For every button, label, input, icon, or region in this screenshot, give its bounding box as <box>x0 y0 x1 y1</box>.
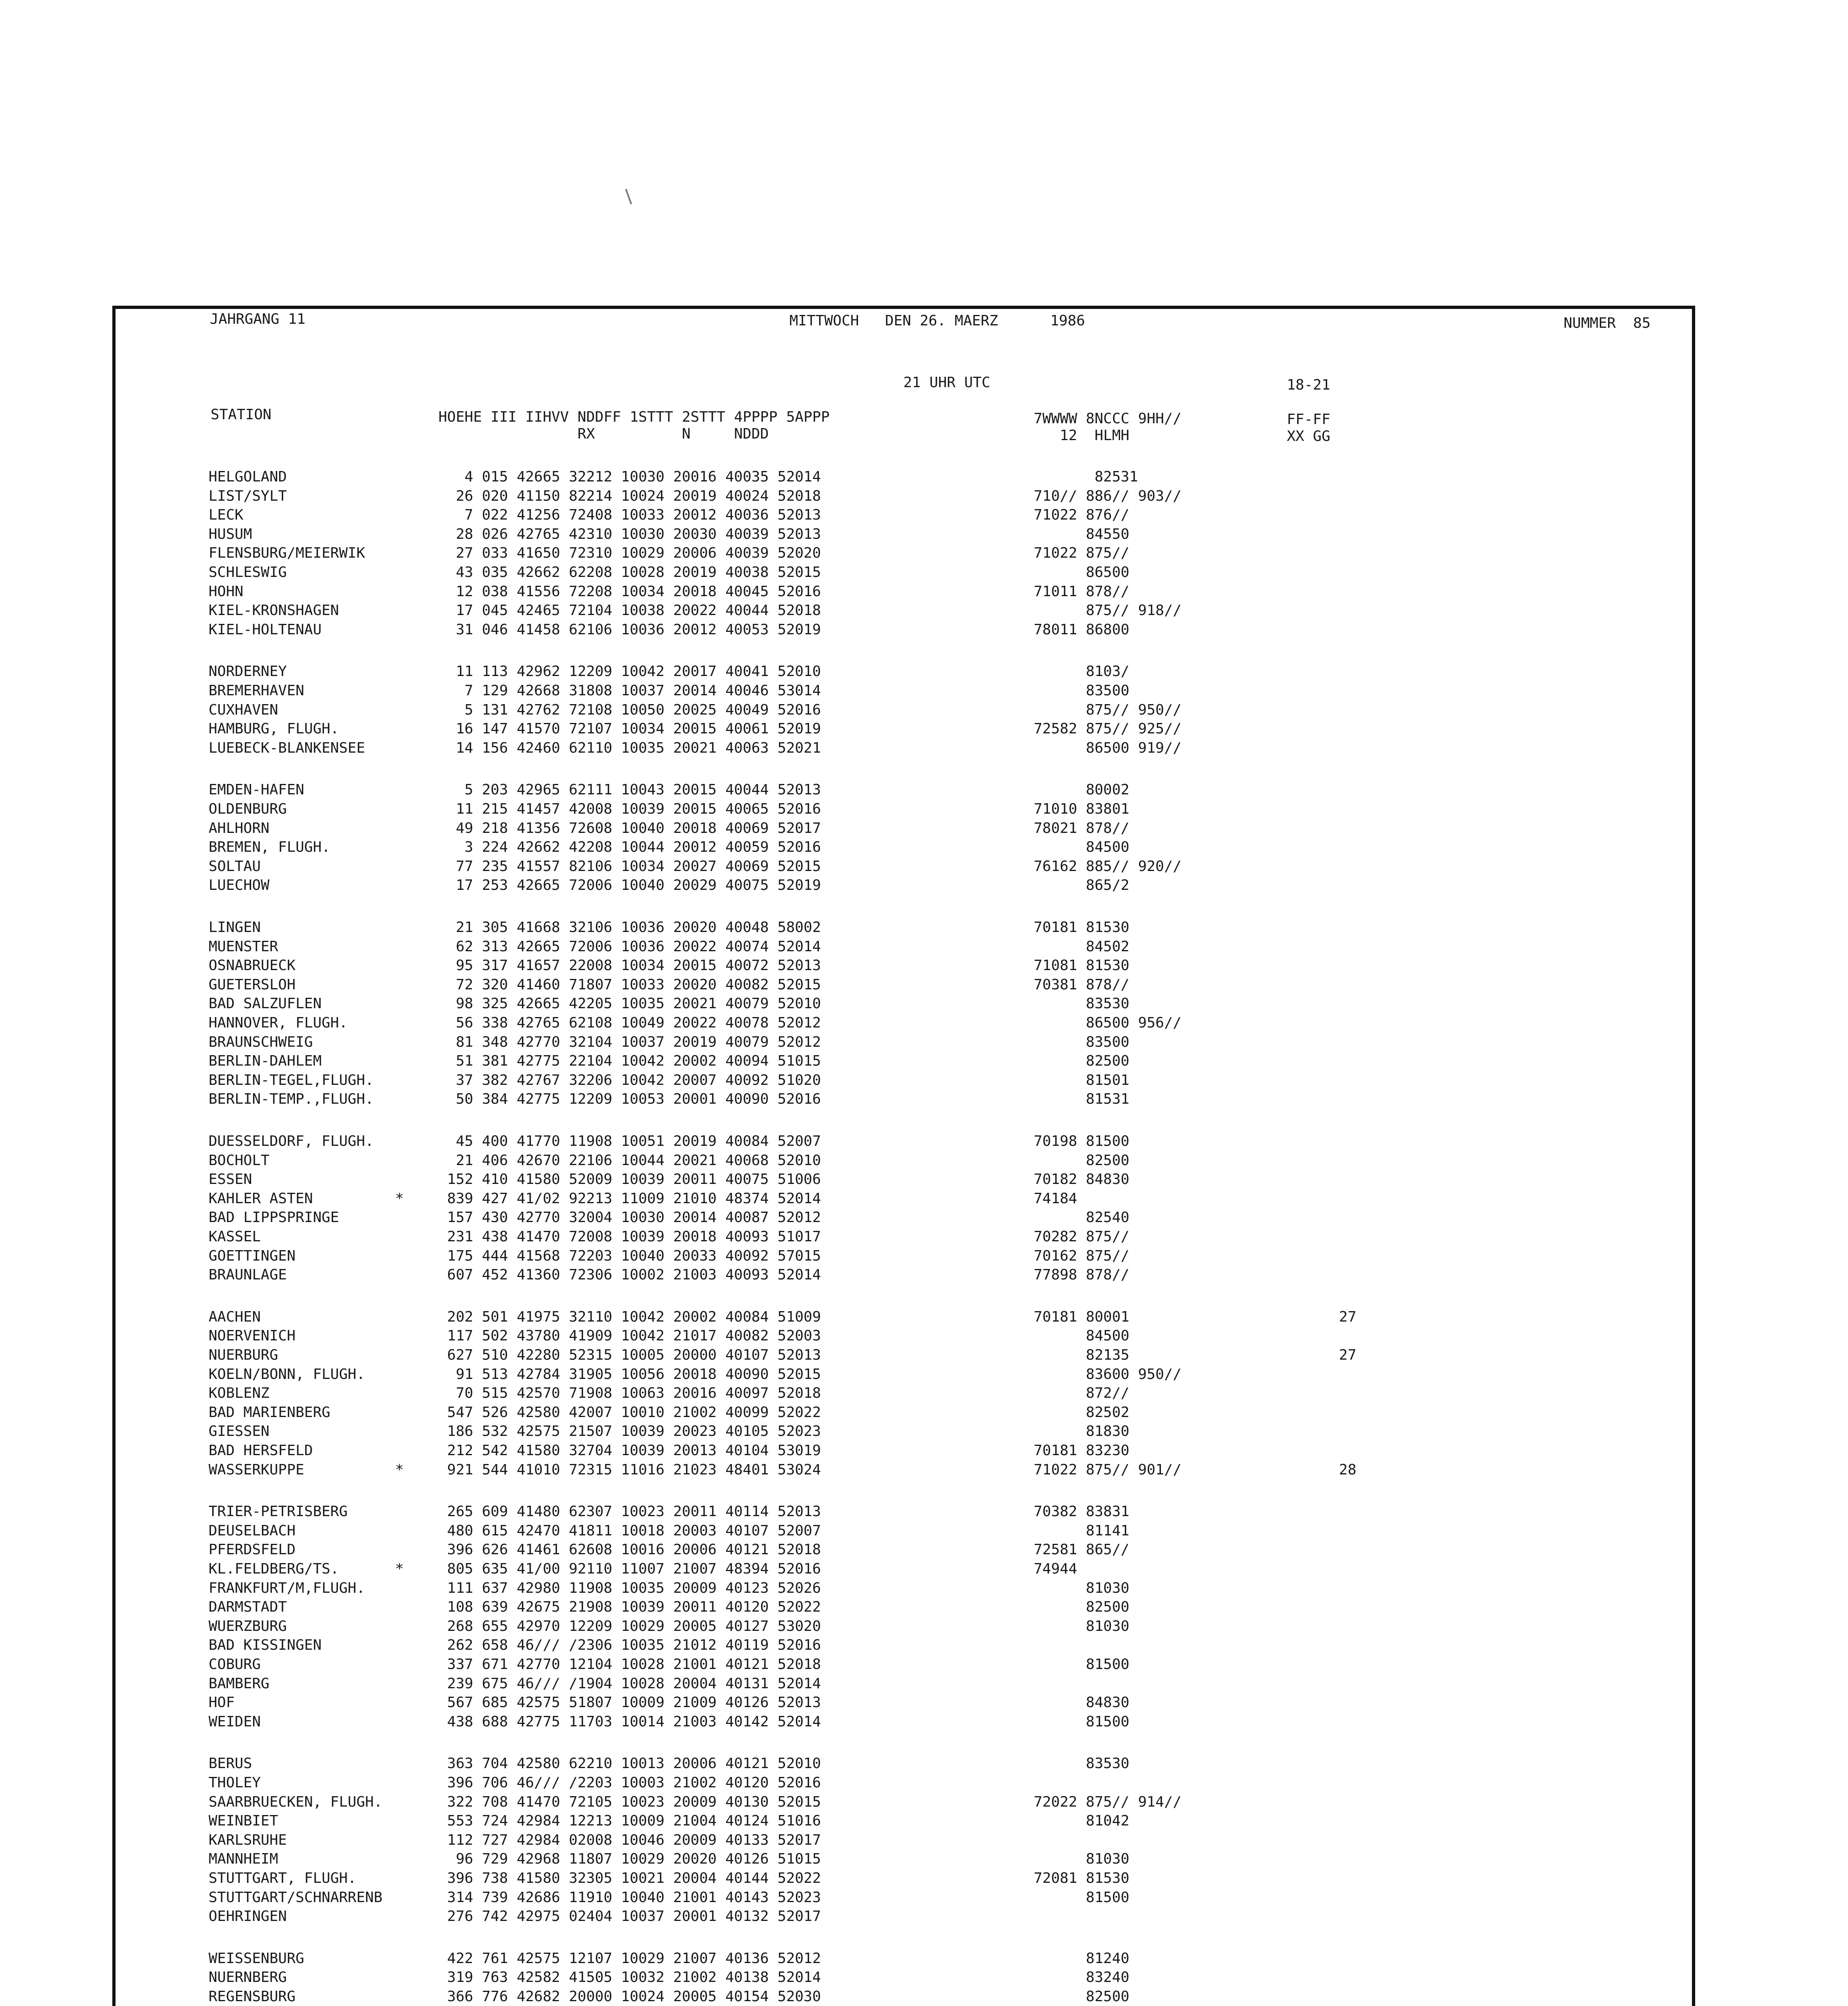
station-name: WASSERKUPPE <box>209 1462 304 1478</box>
station-name: OLDENBURG <box>209 801 287 817</box>
station-name: KAHLER ASTEN <box>209 1190 313 1207</box>
observation-time: 21 UHR UTC <box>903 374 990 391</box>
weather-values: 81500 <box>1034 1889 1130 1906</box>
station-name: OEHRINGEN <box>209 1908 287 1925</box>
weather-values: 71081 81530 <box>1034 957 1130 974</box>
synop-values: 262 658 46/// /2306 10035 21012 40119 52016 <box>438 1637 821 1653</box>
synop-values: 567 685 42575 51807 10009 21009 40126 52013 <box>438 1694 821 1711</box>
synop-values: 265 609 41480 62307 10023 20011 40114 52013 <box>438 1503 821 1520</box>
station-name: HOF <box>209 1694 235 1711</box>
station-row <box>116 1308 1692 1327</box>
station-row <box>116 1617 1692 1636</box>
synop-values: 45 400 41770 11908 10051 20019 40084 52007 <box>438 1133 821 1149</box>
station-name: BERLIN-TEGEL,FLUGH. <box>209 1072 374 1088</box>
weather-values: 875// 950// <box>1034 702 1182 718</box>
weather-values: 83500 <box>1034 1034 1130 1050</box>
station-row <box>116 1598 1692 1617</box>
weather-column-header: 7WWWW 8NCCC 9HH// <box>1034 410 1182 427</box>
synop-column-header: HOEHE III IIHVV NDDFF 1STTT 2STTT 4PPPP 5APPP <box>438 409 830 425</box>
weather-values: 83530 <box>1034 1755 1130 1772</box>
station-row <box>116 1013 1692 1033</box>
weather-values: 70162 875// <box>1034 1248 1130 1264</box>
issue-number: NUMMER 85 <box>1564 315 1651 331</box>
weather-values: 81030 <box>1034 1618 1130 1634</box>
station-row <box>116 1579 1692 1598</box>
station-row <box>116 662 1692 681</box>
weather-values: 72582 875// 925// <box>1034 721 1182 737</box>
weather-values: 81030 <box>1034 1580 1130 1596</box>
weather-values: 82135 <box>1034 1347 1130 1363</box>
weather-values: 865/2 <box>1034 877 1130 893</box>
weather-values: 70181 83230 <box>1034 1442 1130 1459</box>
station-name: AHLHORN <box>209 820 270 837</box>
weather-values: 74944 <box>1034 1561 1077 1577</box>
station-row <box>116 975 1692 995</box>
station-name: KIEL-KRONSHAGEN <box>209 602 339 619</box>
station-name: KIEL-HOLTENAU <box>209 621 322 638</box>
synop-values: 117 502 43780 41909 10042 21017 40082 52003 <box>438 1328 821 1344</box>
synop-values: 7 022 41256 72408 10033 20012 40036 52013 <box>438 507 821 523</box>
station-name: CUXHAVEN <box>209 702 278 718</box>
station-row <box>116 525 1692 544</box>
weather-values: 70382 83831 <box>1034 1503 1130 1520</box>
synop-values: 152 410 41580 52009 10039 20011 40075 51006 <box>438 1171 821 1188</box>
station-name: ESSEN <box>209 1171 252 1188</box>
station-row <box>116 1384 1692 1403</box>
weather-column-subheader: 12 HLMH <box>1034 427 1130 444</box>
weather-values: 84830 <box>1034 1694 1130 1711</box>
station-name: HUSUM <box>209 526 252 542</box>
station-name: LINGEN <box>209 919 261 936</box>
station-name: MANNHEIM <box>209 1851 278 1867</box>
wind-values: 27 <box>1287 1309 1357 1325</box>
station-name: BAD KISSINGEN <box>209 1637 322 1653</box>
synop-values: 5 131 42762 72108 10050 20025 40049 52016 <box>438 702 821 718</box>
synop-values: 7 129 42668 31808 10037 20014 40046 53014 <box>438 682 821 699</box>
synop-values: 56 338 42765 62108 10049 20022 40078 52012 <box>438 1015 821 1031</box>
synop-values: 98 325 42665 42205 10035 20021 40079 52010 <box>438 995 821 1012</box>
wind-column-header: FF-FF <box>1287 411 1331 428</box>
station-name: SOLTAU <box>209 858 261 875</box>
synop-values: 438 688 42775 11703 10014 21003 40142 52014 <box>438 1714 821 1730</box>
station-name: KOELN/BONN, FLUGH. <box>209 1366 365 1383</box>
weather-values: 84500 <box>1034 839 1130 855</box>
synop-values: 276 742 42975 02404 10037 20001 40132 52017 <box>438 1908 821 1925</box>
station-name: BERLIN-TEMP.,FLUGH. <box>209 1091 374 1107</box>
station-name: BAD LIPPSPRINGE <box>209 1209 339 1226</box>
station-row <box>116 544 1692 563</box>
synop-values: 43 035 42662 62208 10028 20019 40038 52015 <box>438 564 821 581</box>
station-name: BOCHOLT <box>209 1152 270 1169</box>
weather-values: 78011 86800 <box>1034 621 1130 638</box>
weather-values: 82540 <box>1034 1209 1130 1226</box>
synop-values: 239 675 46/// /1904 10028 20004 40131 52014 <box>438 1675 821 1692</box>
station-name: DUESSELDORF, FLUGH. <box>209 1133 374 1149</box>
station-row <box>116 1949 1692 1968</box>
station-name: WEIDEN <box>209 1714 261 1730</box>
station-name: NORDERNEY <box>209 663 287 680</box>
station-row <box>116 1811 1692 1831</box>
station-name: WEINBIET <box>209 1813 278 1829</box>
weather-values: 84500 <box>1034 1328 1130 1344</box>
station-row <box>116 800 1692 819</box>
station-row <box>116 1869 1692 1888</box>
weather-values: 71022 875// 901// <box>1034 1462 1182 1478</box>
weather-values: 83600 950// <box>1034 1366 1182 1383</box>
synop-values: 37 382 42767 32206 10042 20007 40092 51020 <box>438 1072 821 1088</box>
station-row <box>116 1502 1692 1521</box>
station-row <box>116 1365 1692 1384</box>
station-row <box>116 1968 1692 1987</box>
synop-values: 3 224 42662 42208 10044 20012 40059 52016 <box>438 839 821 855</box>
weather-values: 76162 885// 920// <box>1034 858 1182 875</box>
station-row <box>116 1754 1692 1773</box>
synop-values: 186 532 42575 21507 10039 20023 40105 52023 <box>438 1423 821 1440</box>
station-row <box>116 956 1692 975</box>
synop-values: 202 501 41975 32110 10042 20002 40084 51009 <box>438 1309 821 1325</box>
synop-values: 51 381 42775 22104 10042 20002 40094 51015 <box>438 1053 821 1069</box>
synop-values: 396 738 41580 32305 10021 20004 40144 52022 <box>438 1870 821 1886</box>
weather-values: 71022 875// <box>1034 545 1130 561</box>
synop-values: 480 615 42470 41811 10018 20003 40107 52007 <box>438 1523 821 1539</box>
weather-values: 81141 <box>1034 1523 1130 1539</box>
synop-values: 553 724 42984 12213 10009 21004 40124 51016 <box>438 1813 821 1829</box>
station-row <box>116 1422 1692 1441</box>
station-row <box>116 563 1692 582</box>
synop-values: 607 452 41360 72306 10002 21003 40093 52014 <box>438 1267 821 1283</box>
station-row <box>116 1712 1692 1732</box>
synop-values: 50 384 42775 12209 10053 20001 40090 52016 <box>438 1091 821 1107</box>
station-row <box>116 1793 1692 1812</box>
synop-values: 322 708 41470 72105 10023 20009 40130 52015 <box>438 1794 821 1810</box>
mountain-marker: * <box>395 1561 404 1577</box>
synop-values: 4 015 42665 32212 10030 20016 40035 52014 <box>438 469 821 485</box>
weather-values: 86500 919// <box>1034 740 1182 756</box>
station-name: MUENSTER <box>209 938 278 955</box>
station-row <box>116 1170 1692 1189</box>
station-name: LECK <box>209 507 243 523</box>
synop-values: 366 776 42682 20000 10024 20005 40154 52030 <box>438 1988 821 2005</box>
station-name: WUERZBURG <box>209 1618 287 1634</box>
station-row <box>116 1189 1692 1208</box>
synop-values: 921 544 41010 72315 11016 21023 48401 53024 <box>438 1462 821 1478</box>
weather-values: 82531 <box>1034 469 1138 485</box>
station-row <box>116 819 1692 838</box>
weather-values: 875// 918// <box>1034 602 1182 619</box>
station-row <box>116 1693 1692 1712</box>
synop-values: 422 761 42575 12107 10029 21007 40136 52012 <box>438 1950 821 1967</box>
weather-values: 81500 <box>1034 1714 1130 1730</box>
station-name: LUECHOW <box>209 877 270 893</box>
mountain-marker: * <box>395 1190 404 1207</box>
bulletin-table-frame <box>112 306 1695 2006</box>
weather-values: 82500 <box>1034 1152 1130 1169</box>
station-row <box>116 918 1692 937</box>
station-name: DARMSTADT <box>209 1599 287 1615</box>
station-row <box>116 937 1692 956</box>
station-name: BRAUNSCHWEIG <box>209 1034 313 1050</box>
weather-values: 72022 875// 914// <box>1034 1794 1182 1810</box>
station-row <box>116 857 1692 876</box>
station-name: HAMBURG, FLUGH. <box>209 721 339 737</box>
station-row <box>116 1208 1692 1227</box>
synop-values: 627 510 42280 52315 10005 20000 40107 52013 <box>438 1347 821 1363</box>
synop-values: 175 444 41568 72203 10040 20033 40092 57015 <box>438 1248 821 1264</box>
weather-values: 81830 <box>1034 1423 1130 1440</box>
weather-values: 72081 81530 <box>1034 1870 1130 1886</box>
station-row <box>116 1090 1692 1109</box>
weather-values: 86500 <box>1034 564 1130 581</box>
station-row <box>116 582 1692 601</box>
synop-values: 314 739 42686 11910 10040 21001 40143 52023 <box>438 1889 821 1906</box>
synop-values: 95 317 41657 22008 10034 20015 40072 52013 <box>438 957 821 974</box>
station-name: GIESSEN <box>209 1423 270 1440</box>
synop-values: 268 655 42970 12209 10029 20005 40127 53020 <box>438 1618 821 1634</box>
synop-values: 31 046 41458 62106 10036 20012 40053 52019 <box>438 621 821 638</box>
station-name: DEUSELBACH <box>209 1523 296 1539</box>
station-name: LUEBECK-BLANKENSEE <box>209 740 365 756</box>
weather-values: 83500 <box>1034 682 1130 699</box>
station-name: HOHN <box>209 583 243 600</box>
weather-values: 70282 875// <box>1034 1228 1130 1245</box>
synop-values: 363 704 42580 62210 10013 20006 40121 52010 <box>438 1755 821 1772</box>
volume-label: JAHRGANG 11 <box>210 311 306 327</box>
station-row <box>116 1888 1692 1907</box>
synop-values: 62 313 42665 72006 10036 20022 40074 52014 <box>438 938 821 955</box>
synop-values: 96 729 42968 11807 10029 20020 40126 51015 <box>438 1851 821 1867</box>
synop-column-subheader: RX N NDDD <box>438 426 769 442</box>
synop-values: 319 763 42582 41505 10032 21002 40138 52014 <box>438 1969 821 1986</box>
station-name: BERUS <box>209 1755 252 1772</box>
station-name: WEISSENBURG <box>209 1950 304 1967</box>
weather-values: 81531 <box>1034 1091 1130 1107</box>
station-name: BAD HERSFELD <box>209 1442 313 1459</box>
weather-values: 70181 80001 <box>1034 1309 1130 1325</box>
station-row <box>116 1151 1692 1170</box>
station-name: FRANKFURT/M,FLUGH. <box>209 1580 365 1596</box>
station-name: KARLSRUHE <box>209 1832 287 1848</box>
station-name: STUTTGART, FLUGH. <box>209 1870 357 1886</box>
station-row <box>116 1132 1692 1151</box>
mountain-marker: * <box>395 1462 404 1478</box>
station-name: LIST/SYLT <box>209 488 287 504</box>
station-row <box>116 1346 1692 1365</box>
station-name: NUERBURG <box>209 1347 278 1363</box>
weather-values: 70182 84830 <box>1034 1171 1130 1188</box>
station-name: BRAUNLAGE <box>209 1267 287 1283</box>
weather-values: 83240 <box>1034 1969 1130 1986</box>
station-name: GUETERSLOH <box>209 977 296 993</box>
station-name: HELGOLAND <box>209 469 287 485</box>
wind-column-subheader: XX GG <box>1287 428 1331 445</box>
weather-values: 80002 <box>1034 782 1130 798</box>
station-row <box>116 1403 1692 1422</box>
station-row <box>116 739 1692 758</box>
synop-values: 111 637 42980 11908 10035 20009 40123 52026 <box>438 1580 821 1596</box>
synop-values: 77 235 41557 82106 10034 20027 40069 52015 <box>438 858 821 875</box>
station-name: NOERVENICH <box>209 1328 296 1344</box>
station-row <box>116 1247 1692 1266</box>
station-row <box>116 1521 1692 1541</box>
station-name: GOETTINGEN <box>209 1248 296 1264</box>
station-row <box>116 1773 1692 1793</box>
synop-values: 16 147 41570 72107 10034 20015 40061 52019 <box>438 721 821 737</box>
station-name: BAMBERG <box>209 1675 270 1692</box>
synop-values: 805 635 41/00 92110 11007 21007 48394 52016 <box>438 1561 821 1577</box>
station-name: REGENSBURG <box>209 1988 296 2005</box>
wind-values: 28 <box>1287 1462 1357 1478</box>
synop-values: 396 626 41461 62608 10016 20006 40121 52018 <box>438 1541 821 1558</box>
station-name: BREMERHAVEN <box>209 682 304 699</box>
synop-values: 26 020 41150 82214 10024 20019 40024 52018 <box>438 488 821 504</box>
synop-values: 11 113 42962 12209 10042 20017 40041 52010 <box>438 663 821 680</box>
station-name: KL.FELDBERG/TS. <box>209 1561 339 1577</box>
station-name: BREMEN, FLUGH. <box>209 839 331 855</box>
station-row <box>116 1033 1692 1052</box>
synop-values: 28 026 42765 42310 10030 20030 40039 52013 <box>438 526 821 542</box>
weather-values: 8103/ <box>1034 663 1130 680</box>
station-name: AACHEN <box>209 1309 261 1325</box>
synop-values: 49 218 41356 72608 10040 20018 40069 52017 <box>438 820 821 837</box>
station-row <box>116 1674 1692 1693</box>
station-row <box>116 1559 1692 1579</box>
weather-values: 81042 <box>1034 1813 1130 1829</box>
synop-values: 5 203 42965 62111 10043 20015 40044 52013 <box>438 782 821 798</box>
station-name: OSNABRUECK <box>209 957 296 974</box>
station-name: SCHLESWIG <box>209 564 287 581</box>
weather-values: 86500 956// <box>1034 1015 1182 1031</box>
weather-values: 81501 <box>1034 1072 1130 1088</box>
synop-values: 11 215 41457 42008 10039 20015 40065 52016 <box>438 801 821 817</box>
station-row <box>116 838 1692 857</box>
weather-values: 84502 <box>1034 938 1130 955</box>
station-name: BAD MARIENBERG <box>209 1404 331 1421</box>
weather-values: 71011 878// <box>1034 583 1130 600</box>
station-row <box>116 487 1692 506</box>
station-row <box>116 1326 1692 1346</box>
synop-values: 14 156 42460 62110 10035 20021 40063 52021 <box>438 740 821 756</box>
weather-values: 710// 886// 903// <box>1034 488 1182 504</box>
weather-values: 81030 <box>1034 1851 1130 1867</box>
synop-values: 70 515 42570 71908 10063 20016 40097 52018 <box>438 1385 821 1401</box>
station-name: BERLIN-DAHLEM <box>209 1053 322 1069</box>
station-row <box>116 700 1692 720</box>
station-name: STUTTGART/SCHNARRENB <box>209 1889 383 1906</box>
station-row <box>116 681 1692 700</box>
station-column-header: STATION <box>211 406 272 423</box>
station-name: COBURG <box>209 1656 261 1673</box>
station-row <box>116 1227 1692 1247</box>
weather-values: 84550 <box>1034 526 1130 542</box>
weather-values: 71022 876// <box>1034 507 1130 523</box>
station-row <box>116 467 1692 487</box>
station-row <box>116 1987 1692 2006</box>
synop-values: 21 406 42670 22106 10044 20021 40068 52010 <box>438 1152 821 1169</box>
synop-values: 108 639 42675 21908 10039 20011 40120 52022 <box>438 1599 821 1615</box>
synop-values: 72 320 41460 71807 10033 20020 40082 52015 <box>438 977 821 993</box>
weather-values: 82500 <box>1034 1599 1130 1615</box>
weather-values: 71010 83801 <box>1034 801 1130 817</box>
station-name: BAD SALZUFLEN <box>209 995 322 1012</box>
station-row <box>116 1460 1692 1480</box>
wind-values: 27 <box>1287 1347 1357 1363</box>
station-row <box>116 1850 1692 1869</box>
synop-values: 839 427 41/02 92213 11009 21010 48374 52014 <box>438 1190 821 1207</box>
synop-values: 91 513 42784 31905 10056 20018 40090 52015 <box>438 1366 821 1383</box>
station-row <box>116 780 1692 800</box>
synop-values: 12 038 41556 72208 10034 20018 40045 52016 <box>438 583 821 600</box>
station-row <box>116 1540 1692 1559</box>
station-row <box>116 1265 1692 1285</box>
synop-values: 81 348 42770 32104 10037 20019 40079 52012 <box>438 1034 821 1050</box>
weather-values: 74184 <box>1034 1190 1077 1207</box>
station-row <box>116 1831 1692 1850</box>
weather-values: 81240 <box>1034 1950 1130 1967</box>
weather-values: 82500 <box>1034 1053 1130 1069</box>
synop-values: 212 542 41580 32704 10039 20013 40104 53019 <box>438 1442 821 1459</box>
station-name: THOLEY <box>209 1775 261 1791</box>
station-row <box>116 506 1692 525</box>
station-row <box>116 1052 1692 1071</box>
weather-values: 83530 <box>1034 995 1130 1012</box>
station-row <box>116 1636 1692 1655</box>
synop-values: 157 430 42770 32004 10030 20014 40087 52012 <box>438 1209 821 1226</box>
synop-values: 337 671 42770 12104 10028 21001 40121 52018 <box>438 1656 821 1673</box>
weather-values: 82500 <box>1034 1988 1130 2005</box>
station-row <box>116 719 1692 739</box>
station-name: HANNOVER, FLUGH. <box>209 1015 348 1031</box>
weather-values: 72581 865// <box>1034 1541 1130 1558</box>
station-row <box>116 994 1692 1013</box>
weather-values: 77898 878// <box>1034 1267 1130 1283</box>
station-name: TRIER-PETRISBERG <box>209 1503 348 1520</box>
synop-values: 17 253 42665 72006 10040 20029 40075 52019 <box>438 877 821 893</box>
weather-values: 82502 <box>1034 1404 1130 1421</box>
station-row <box>116 601 1692 620</box>
weather-values: 70381 878// <box>1034 977 1130 993</box>
station-row <box>116 1071 1692 1090</box>
station-name: KASSEL <box>209 1228 261 1245</box>
weather-values: 872// <box>1034 1385 1130 1401</box>
station-name: FLENSBURG/MEIERWIK <box>209 545 365 561</box>
station-row <box>116 620 1692 640</box>
synop-values: 112 727 42984 02008 10046 20009 40133 52017 <box>438 1832 821 1848</box>
weather-values: 81500 <box>1034 1656 1130 1673</box>
weather-values: 78021 878// <box>1034 820 1130 837</box>
issue-date: MITTWOCH DEN 26. MAERZ 1986 <box>789 313 1085 329</box>
synop-values: 17 045 42465 72104 10038 20022 40044 52018 <box>438 602 821 619</box>
station-name: KOBLENZ <box>209 1385 270 1401</box>
station-row <box>116 1907 1692 1926</box>
station-name: SAARBRUECKEN, FLUGH. <box>209 1794 383 1810</box>
synop-values: 27 033 41650 72310 10029 20006 40039 52020 <box>438 545 821 561</box>
period-label: 18-21 <box>1287 377 1331 393</box>
station-row <box>116 1441 1692 1460</box>
station-row <box>116 1655 1692 1674</box>
station-name: PFERDSFELD <box>209 1541 296 1558</box>
synop-values: 231 438 41470 72008 10039 20018 40093 51017 <box>438 1228 821 1245</box>
scan-mark <box>625 189 632 205</box>
station-name: EMDEN-HAFEN <box>209 782 304 798</box>
synop-values: 21 305 41668 32106 10036 20020 40048 58002 <box>438 919 821 936</box>
synop-values: 547 526 42580 42007 10010 21002 40099 52022 <box>438 1404 821 1421</box>
weather-values: 70198 81500 <box>1034 1133 1130 1149</box>
weather-values: 70181 81530 <box>1034 919 1130 936</box>
station-name: NUERNBERG <box>209 1969 287 1986</box>
synop-values: 396 706 46/// /2203 10003 21002 40120 52016 <box>438 1775 821 1791</box>
station-row <box>116 876 1692 895</box>
